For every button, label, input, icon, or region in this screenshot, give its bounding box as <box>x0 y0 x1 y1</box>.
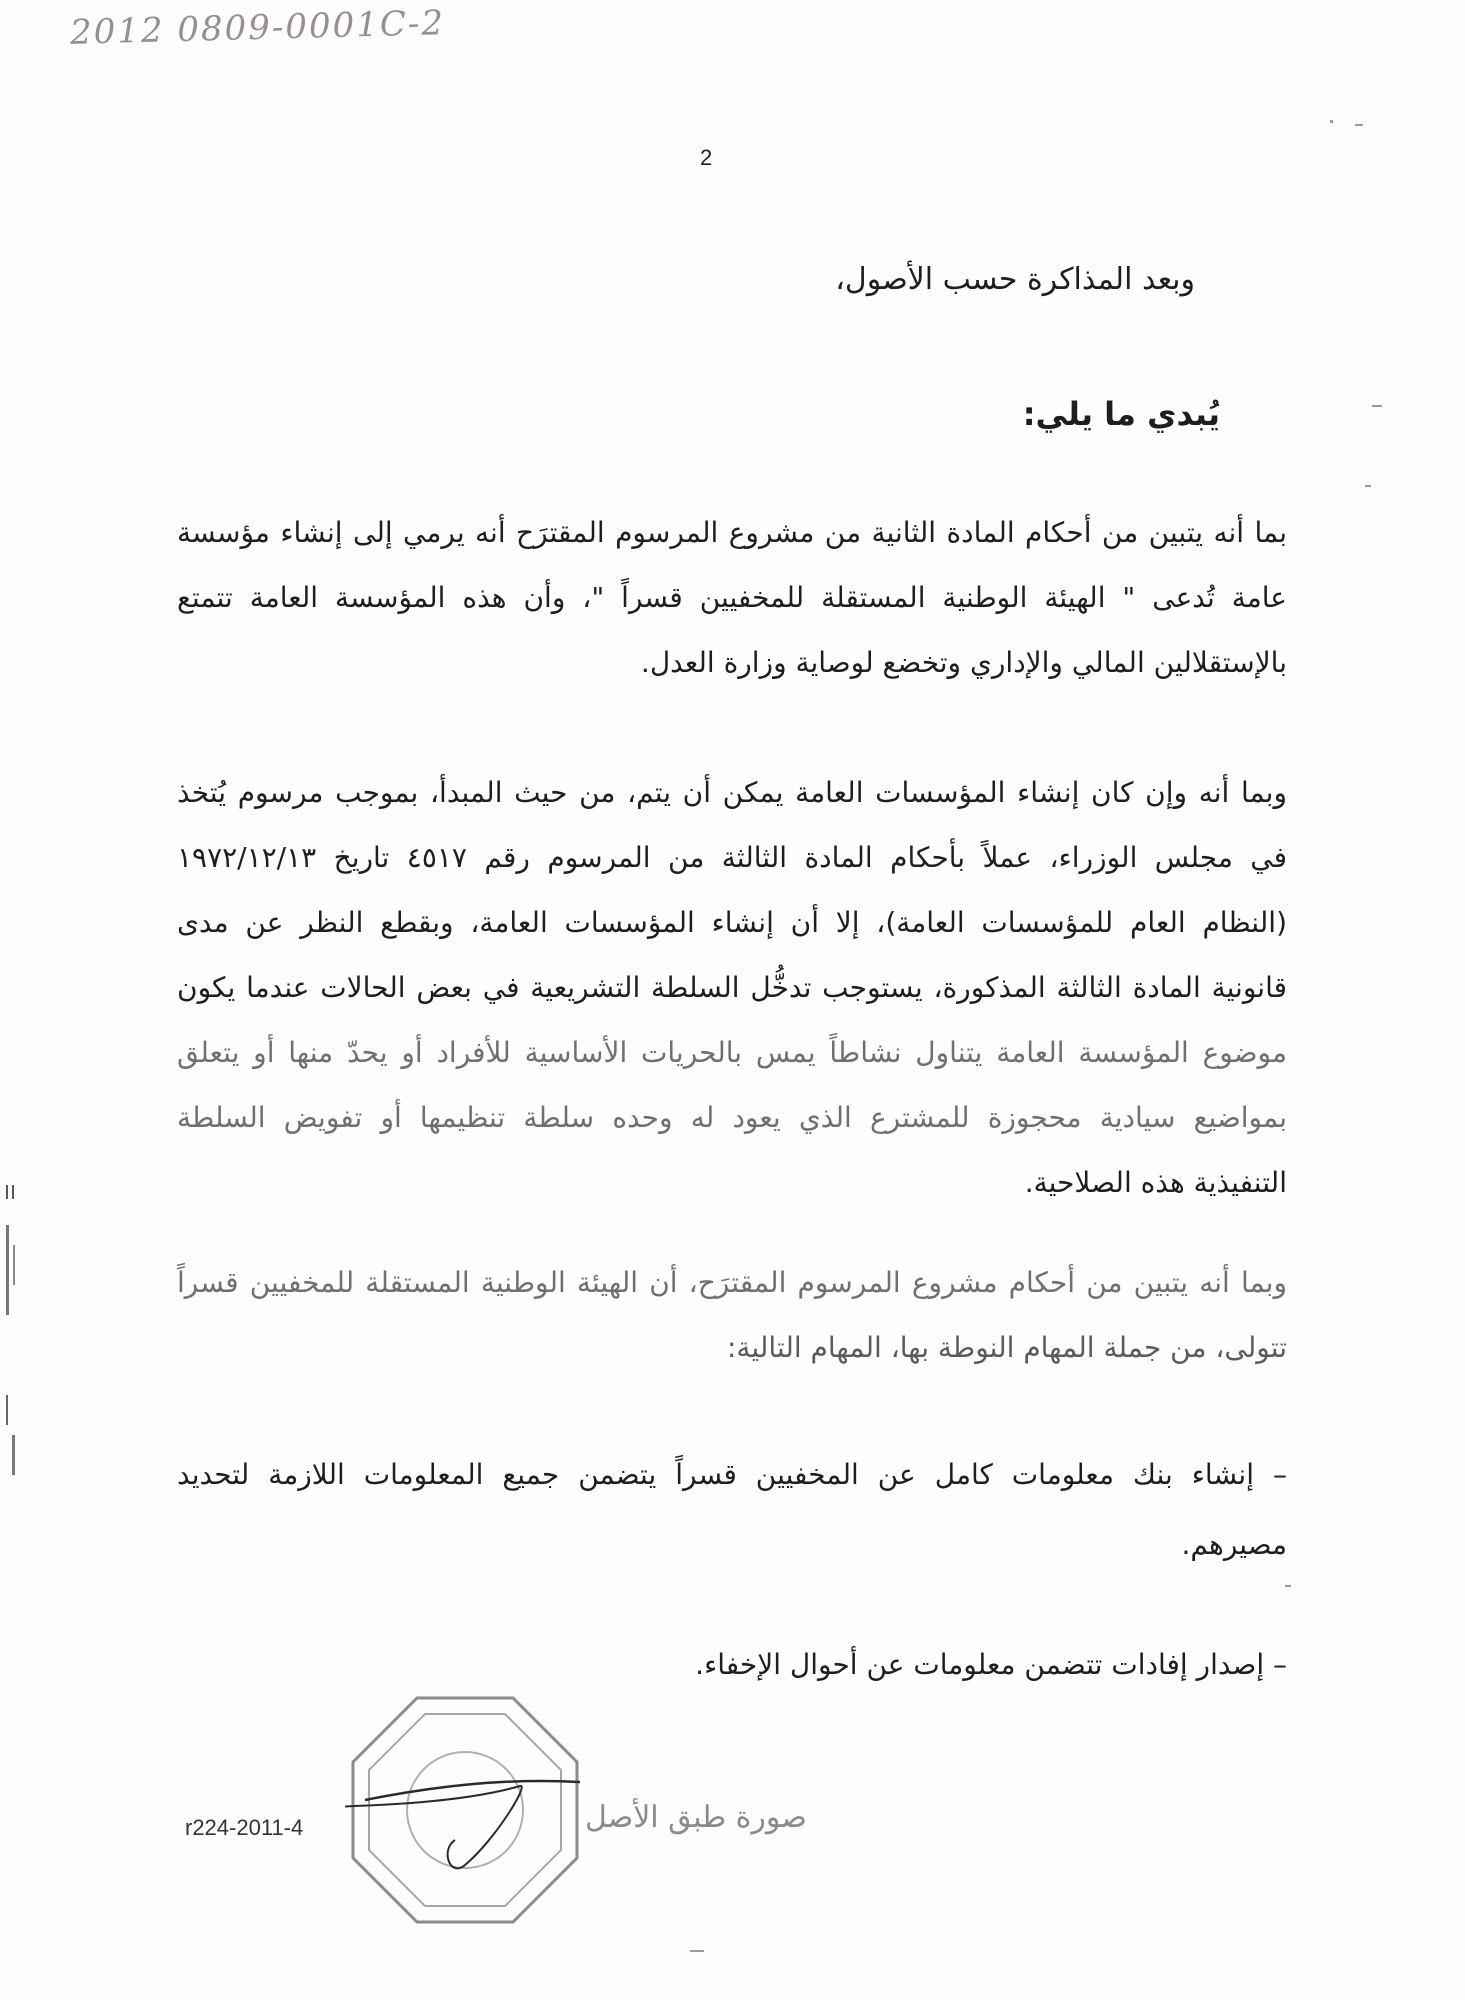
paragraph-line: بالإستقلالين المالي والإداري وتخضع لوصاية وزارة العدل. <box>640 646 1287 679</box>
paragraph-line: وبما أنه يتبين من أحكام مشروع المرسوم المقترَح، أن الهيئة الوطنية المستقلة للمخفيين قسراً <box>177 1266 1287 1299</box>
bullet-line: – إنشاء بنك معلومات كامل عن المخفيين قسراً يتضمن جميع المعلومات اللازمة لتحديد <box>177 1458 1287 1491</box>
certified-copy-stamp-text: صورة طبق الأصل <box>585 1800 807 1835</box>
scan-speck <box>1372 405 1382 407</box>
scan-margin-marks <box>2 1185 26 1485</box>
bullet-item-certificates <box>177 1630 1287 1700</box>
bullet-line: – إصدار إفادات تتضمن معلومات عن أحوال الإخفاء. <box>695 1648 1287 1681</box>
paragraph-line: قانونية المادة الثالثة المذكورة، يستوجب تدخُّل السلطة التشريعية في بعض الحالات عندما يكون <box>177 971 1287 1004</box>
paragraph-1 <box>177 500 1287 695</box>
scan-speck <box>690 1950 704 1952</box>
paragraph-2 <box>177 760 1287 1215</box>
paragraph-line: بمواضيع سيادية محجوزة للمشترع الذي يعود له وحده سلطة تنظيمها أو تفويض السلطة <box>177 1101 1287 1134</box>
salutation: وبعد المذاكرة حسب الأصول، <box>835 262 1195 297</box>
bullet-line: مصيرهم. <box>1181 1528 1287 1561</box>
handwritten-reference: 2012 0809-0001C-2 <box>69 3 446 53</box>
bullet-item-databank <box>177 1440 1287 1580</box>
paragraph-line: (النظام العام للمؤسسات العامة)، إلا أن إنشاء المؤسسات العامة، وبقطع النظر عن مدى <box>177 906 1287 939</box>
paragraph-line: وبما أنه وإن كان إنشاء المؤسسات العامة يمكن أن يتم، من حيث المبدأ، بموجب مرسوم يُتخذ <box>177 776 1287 809</box>
paragraph-3 <box>177 1250 1287 1380</box>
document-code: r224-2011-4 <box>185 1815 304 1840</box>
paragraph-line: عامة تُدعى " الهيئة الوطنية المستقلة للمخفيين قسراً "، وأن هذه المؤسسة العامة تتمتع <box>177 581 1287 614</box>
scan-speck <box>1285 1585 1291 1587</box>
paragraph-line: بما أنه يتبين من أحكام المادة الثانية من مشروع المرسوم المقترَح أنه يرمي إلى إنشاء مؤسسة <box>177 516 1287 549</box>
scan-speck <box>1330 120 1333 123</box>
paragraph-line: في مجلس الوزراء، عملاً بأحكام المادة الثالثة من المرسوم رقم ٤٥١٧ تاريخ ١٩٧٢/١٢/١٣ <box>177 841 1288 874</box>
scan-speck <box>1365 485 1371 487</box>
paragraph-line: التنفيذية هذه الصلاحية. <box>1024 1166 1287 1199</box>
scan-speck <box>1355 124 1363 126</box>
seal-inner-octagon <box>369 1714 561 1906</box>
page-number: 2 <box>700 145 713 170</box>
seal-outer-octagon <box>353 1698 577 1922</box>
official-seal-stamp <box>345 1690 585 1930</box>
paragraph-line: تتولى، من جملة المهام النوطة بها، المهام التالية: <box>726 1331 1287 1364</box>
paragraph-line: موضوع المؤسسة العامة يتناول نشاطاً يمس بالحريات الأساسية للأفراد أو يحدّ منها أو يتعلق <box>177 1036 1287 1069</box>
seal-center-ring <box>407 1752 523 1868</box>
opening-heading: يُبدي ما يلي: <box>1022 395 1220 433</box>
